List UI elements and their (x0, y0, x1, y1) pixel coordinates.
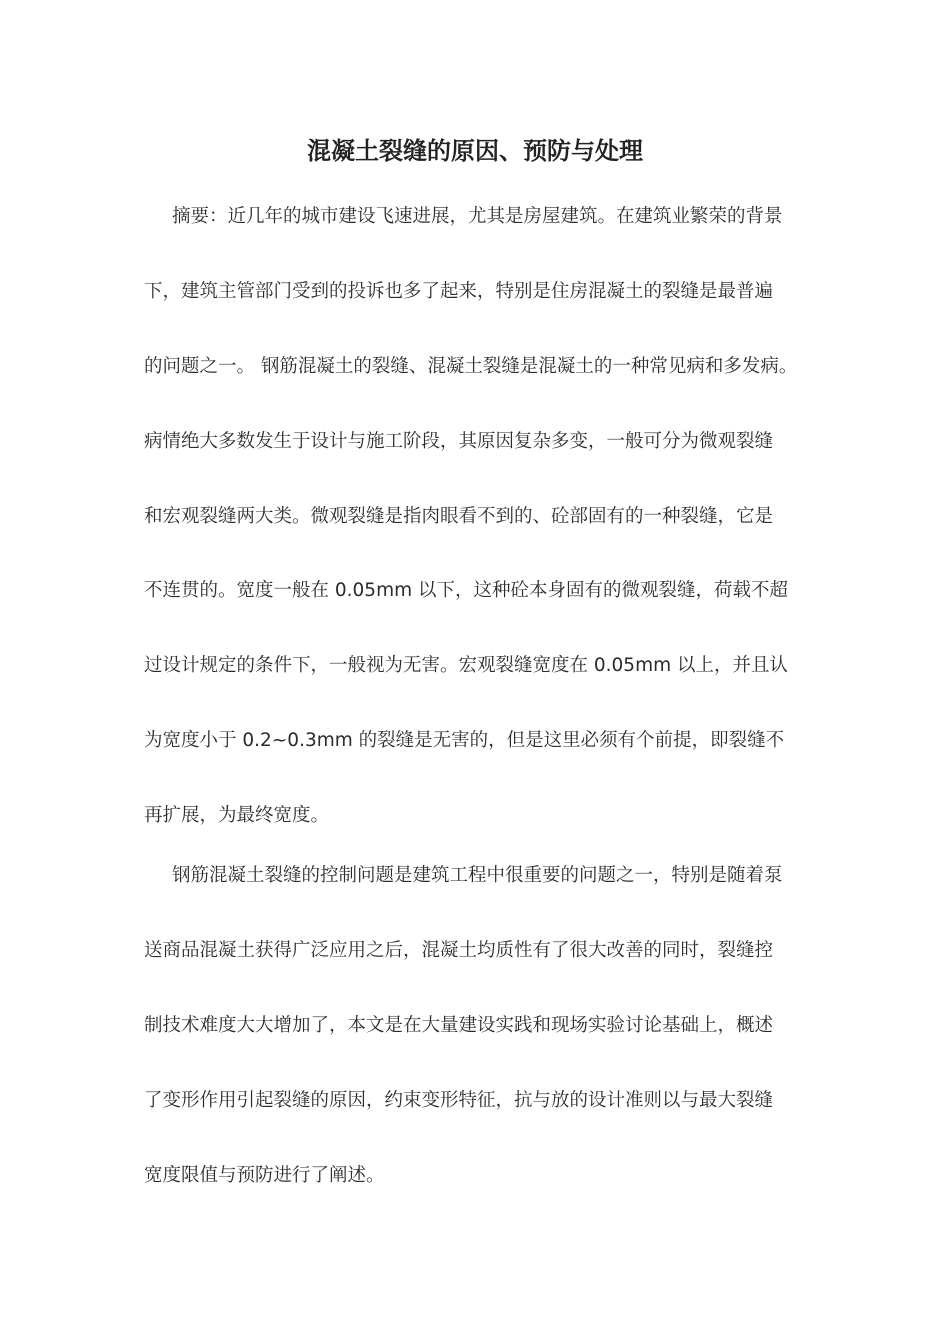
paragraph-line: 摘要：近几年的城市建设飞速进展，尤其是房屋建筑。在建筑业繁荣的背景 (172, 206, 783, 227)
paragraph-body (144, 857, 810, 1231)
paragraph-line: 制技术难度大大增加了，本文是在大量建设实践和现场实验讨论基础上，概述 (144, 1014, 774, 1036)
paragraph-line: 为宽度小于 0.2~0.3mm 的裂缝是无害的，但是这里必须有个前提，即裂缝不 (144, 730, 785, 752)
paragraph-line: 和宏观裂缝两大类。微观裂缝是指肉眼看不到的、砼部固有的一种裂缝，它是 (144, 505, 774, 527)
paragraph-abstract (144, 198, 810, 872)
paragraph-line: 了变形作用引起裂缝的原因，约束变形特征，抗与放的设计准则以与最大裂缝 (144, 1089, 774, 1111)
paragraph-line: 再扩展，为最终宽度。 (144, 805, 330, 827)
paragraph-line: 不连贯的。宽度一般在 0.05mm 以下，这种砼本身固有的微观裂缝，荷载不超 (144, 580, 788, 602)
document-title: 混凝土裂缝的原因、预防与处理 (307, 137, 643, 165)
paragraph-line: 病情绝大多数发生于设计与施工阶段，其原因复杂多变，一般可分为微观裂缝 (144, 430, 774, 452)
paragraph-line: 送商品混凝土获得广泛应用之后，混凝土均质性有了很大改善的同时，裂缝控 (144, 939, 774, 961)
paragraph-line: 宽度限值与预防进行了阐述。 (144, 1164, 385, 1186)
paragraph-line: 下，建筑主管部门受到的投诉也多了起来，特别是住房混凝土的裂缝是最普遍 (144, 280, 774, 302)
paragraph-line: 过设计规定的条件下，一般视为无害。宏观裂缝宽度在 0.05mm 以上，并且认 (144, 655, 788, 677)
paragraph-line: 钢筋混凝土裂缝的控制问题是建筑工程中很重要的问题之一，特别是随着泵 (172, 865, 783, 886)
paragraph-line: 的问题之一。 钢筋混凝土的裂缝、混凝土裂缝是混凝土的一种常见病和多发病。 (144, 355, 798, 377)
